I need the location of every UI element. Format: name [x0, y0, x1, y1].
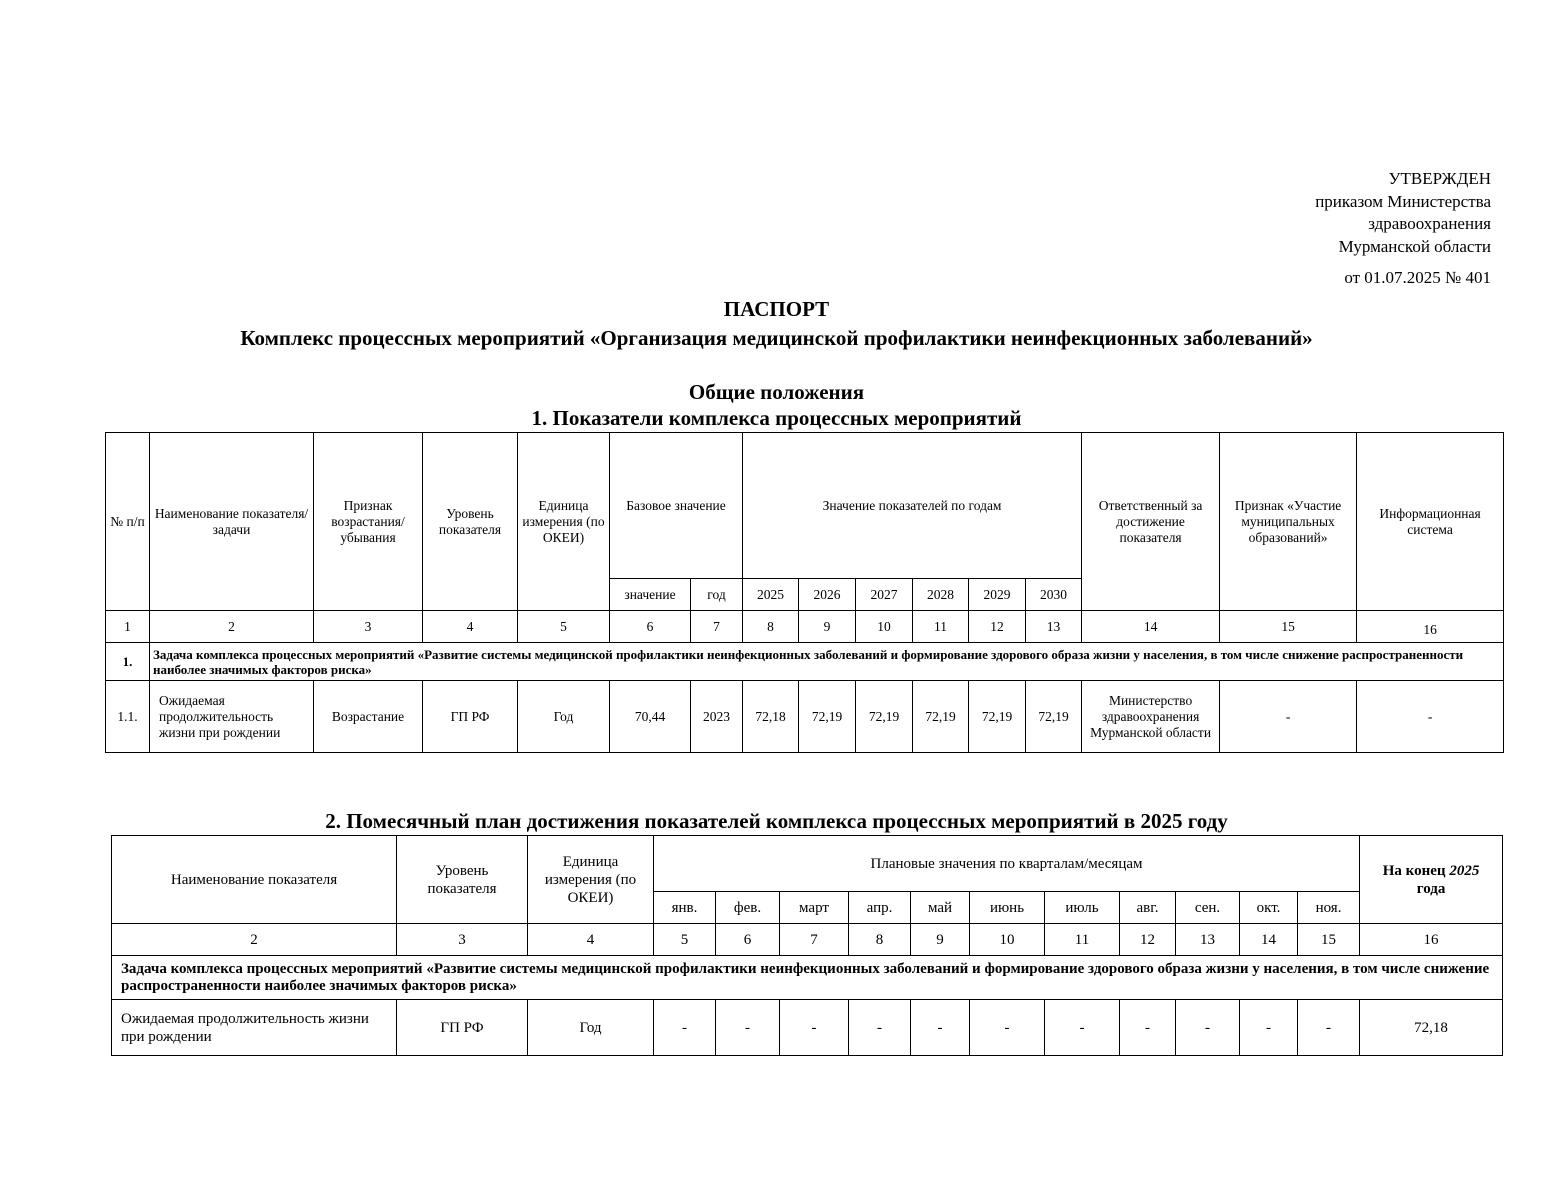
col-number: 7: [691, 611, 743, 643]
header-year: 2025: [743, 579, 799, 611]
col-number: 10: [856, 611, 913, 643]
header-month: авг.: [1120, 892, 1176, 924]
header-month: май: [911, 892, 970, 924]
col-number: 5: [654, 924, 716, 956]
header-years-group: Значение показателей по годам: [743, 433, 1082, 579]
header-info-system: Информационная система: [1357, 433, 1504, 611]
header-year: 2028: [913, 579, 969, 611]
approval-date: от 01.07.2025 № 401: [1344, 268, 1491, 287]
col-number: 14: [1240, 924, 1298, 956]
header-year: 2026: [799, 579, 856, 611]
col-number: 8: [743, 611, 799, 643]
approval-line: Мурманской области: [1338, 236, 1491, 256]
task-text: Задача комплекса процессных мероприятий «Развитие системы медицинской профилактики неинфекционных заболеваний и формирование здорового образа жизни у населения, в том числе снижение распространенности наиболее значимых факторов риска»: [150, 643, 1504, 681]
approval-line: УТВЕРЖДЕН: [1388, 169, 1491, 188]
header-year: 2027: [856, 579, 913, 611]
year-value: 72,19: [969, 681, 1026, 753]
header-responsible: Ответственный за достижение показателя: [1082, 433, 1220, 611]
month-value: -: [654, 1000, 716, 1056]
col-number: 9: [911, 924, 970, 956]
col-number: 4: [423, 611, 518, 643]
header-month: апр.: [849, 892, 911, 924]
header-year: 2030: [1026, 579, 1082, 611]
year-value: 72,19: [856, 681, 913, 753]
month-value: -: [849, 1000, 911, 1056]
header-level: Уровень показателя: [423, 433, 518, 611]
header-base-year: год: [691, 579, 743, 611]
general-title: Общие положения: [688, 380, 865, 404]
base-value: 70,44: [610, 681, 691, 753]
responsible: Министерство здравоохранения Мурманской области: [1082, 681, 1220, 753]
column-numbers-row: [106, 611, 1504, 643]
end-prefix: На конец: [1382, 862, 1450, 879]
approval-line: приказом Министерства: [1315, 191, 1491, 211]
header-month: июнь: [970, 892, 1045, 924]
info-system: -: [1357, 681, 1504, 753]
header-name: Наименование показателя/задачи: [150, 433, 314, 611]
col-number: 11: [1045, 924, 1120, 956]
col-number: 2: [112, 924, 397, 956]
col-number: 16: [1357, 611, 1504, 643]
col-number: 11: [913, 611, 969, 643]
col-number: 4: [528, 924, 654, 956]
col-number: 6: [610, 611, 691, 643]
month-value: -: [1045, 1000, 1120, 1056]
indicators-table: [105, 432, 1504, 753]
header-end-of-year: [1360, 836, 1503, 924]
col-number: 8: [849, 924, 911, 956]
col-number: 12: [1120, 924, 1176, 956]
header-trend: Признак возрастания/ убывания: [314, 433, 423, 611]
month-value: -: [1240, 1000, 1298, 1056]
indicator-level: ГП РФ: [397, 1000, 528, 1056]
task-row: [112, 956, 1503, 1000]
section1-title: 1. Показатели комплекса процессных мероприятий: [531, 406, 1022, 430]
year-value: 72,19: [799, 681, 856, 753]
col-number: 9: [799, 611, 856, 643]
task-row: [106, 643, 1504, 681]
approval-stamp: [1315, 168, 1491, 290]
table-row: [106, 681, 1504, 753]
table-row: [112, 1000, 1503, 1056]
header-row: [106, 433, 1504, 579]
month-value: -: [911, 1000, 970, 1056]
complex-title: Комплекс процессных мероприятий «Организация медицинской профилактики неинфекционных заболеваний»: [240, 326, 1313, 350]
col-number: 3: [397, 924, 528, 956]
year-value: 72,19: [913, 681, 969, 753]
year-value: 72,19: [1026, 681, 1082, 753]
col-number: 13: [1176, 924, 1240, 956]
col-number: 16: [1360, 924, 1503, 956]
col-number: 5: [518, 611, 610, 643]
month-value: -: [970, 1000, 1045, 1056]
col-number: 2: [150, 611, 314, 643]
col-number: 13: [1026, 611, 1082, 643]
header-month: ноя.: [1298, 892, 1360, 924]
col-number: 15: [1220, 611, 1357, 643]
header-month: окт.: [1240, 892, 1298, 924]
col-number: 3: [314, 611, 423, 643]
header-month: июль: [1045, 892, 1120, 924]
header-name: Наименование показателя: [112, 836, 397, 924]
header-unit: Единица измерения (по ОКЕИ): [528, 836, 654, 924]
header-base-value: значение: [610, 579, 691, 611]
month-value: -: [716, 1000, 780, 1056]
header-month: янв.: [654, 892, 716, 924]
col-number: 14: [1082, 611, 1220, 643]
monthly-plan-table: [111, 835, 1503, 1056]
col-number: 7: [780, 924, 849, 956]
row-number: 1.1.: [106, 681, 150, 753]
task-text: Задача комплекса процессных мероприятий «Развитие системы медицинской профилактики неинфекционных заболеваний и формирование здорового образа жизни у населения, в том числе снижение распространенности наиболее значимых факторов риска»: [112, 956, 1503, 1000]
col-number: 12: [969, 611, 1026, 643]
approval-line: здравоохранения: [1368, 214, 1491, 233]
col-number: 10: [970, 924, 1045, 956]
end-of-year-value: 72,18: [1360, 1000, 1503, 1056]
header-level: Уровень показателя: [397, 836, 528, 924]
header-year: 2029: [969, 579, 1026, 611]
header-month: сен.: [1176, 892, 1240, 924]
end-year: 2025: [1449, 862, 1480, 879]
municipal-flag: -: [1220, 681, 1357, 753]
header-unit: Единица измерения (по ОКЕИ): [518, 433, 610, 611]
indicator-unit: Год: [518, 681, 610, 753]
col-number: 6: [716, 924, 780, 956]
header-month: март: [780, 892, 849, 924]
month-value: -: [780, 1000, 849, 1056]
header-base: Базовое значение: [610, 433, 743, 579]
year-value: 72,18: [743, 681, 799, 753]
col-number: 1: [106, 611, 150, 643]
indicator-name: Ожидаемая продолжительность жизни при рождении: [150, 681, 314, 753]
column-numbers-row: [112, 924, 1503, 956]
header-month: фев.: [716, 892, 780, 924]
base-year: 2023: [691, 681, 743, 753]
month-value: -: [1298, 1000, 1360, 1056]
month-value: -: [1120, 1000, 1176, 1056]
indicator-name: Ожидаемая продолжительность жизни при рождении: [112, 1000, 397, 1056]
header-num: № п/п: [106, 433, 150, 611]
indicator-unit: Год: [528, 1000, 654, 1056]
end-suffix: года: [1416, 880, 1446, 897]
header-plan-group: Плановые значения по кварталам/месяцам: [654, 836, 1360, 892]
month-value: -: [1176, 1000, 1240, 1056]
indicator-level: ГП РФ: [423, 681, 518, 753]
header-row: [112, 836, 1503, 892]
header-municipal: Признак «Участие муниципальных образований»: [1220, 433, 1357, 611]
task-number: 1.: [106, 643, 150, 681]
passport-title: ПАСПОРТ: [723, 297, 830, 321]
col-number: 15: [1298, 924, 1360, 956]
indicator-trend: Возрастание: [314, 681, 423, 753]
section2-title: 2. Помесячный план достижения показателей комплекса процессных мероприятий в 2025 году: [325, 809, 1228, 833]
